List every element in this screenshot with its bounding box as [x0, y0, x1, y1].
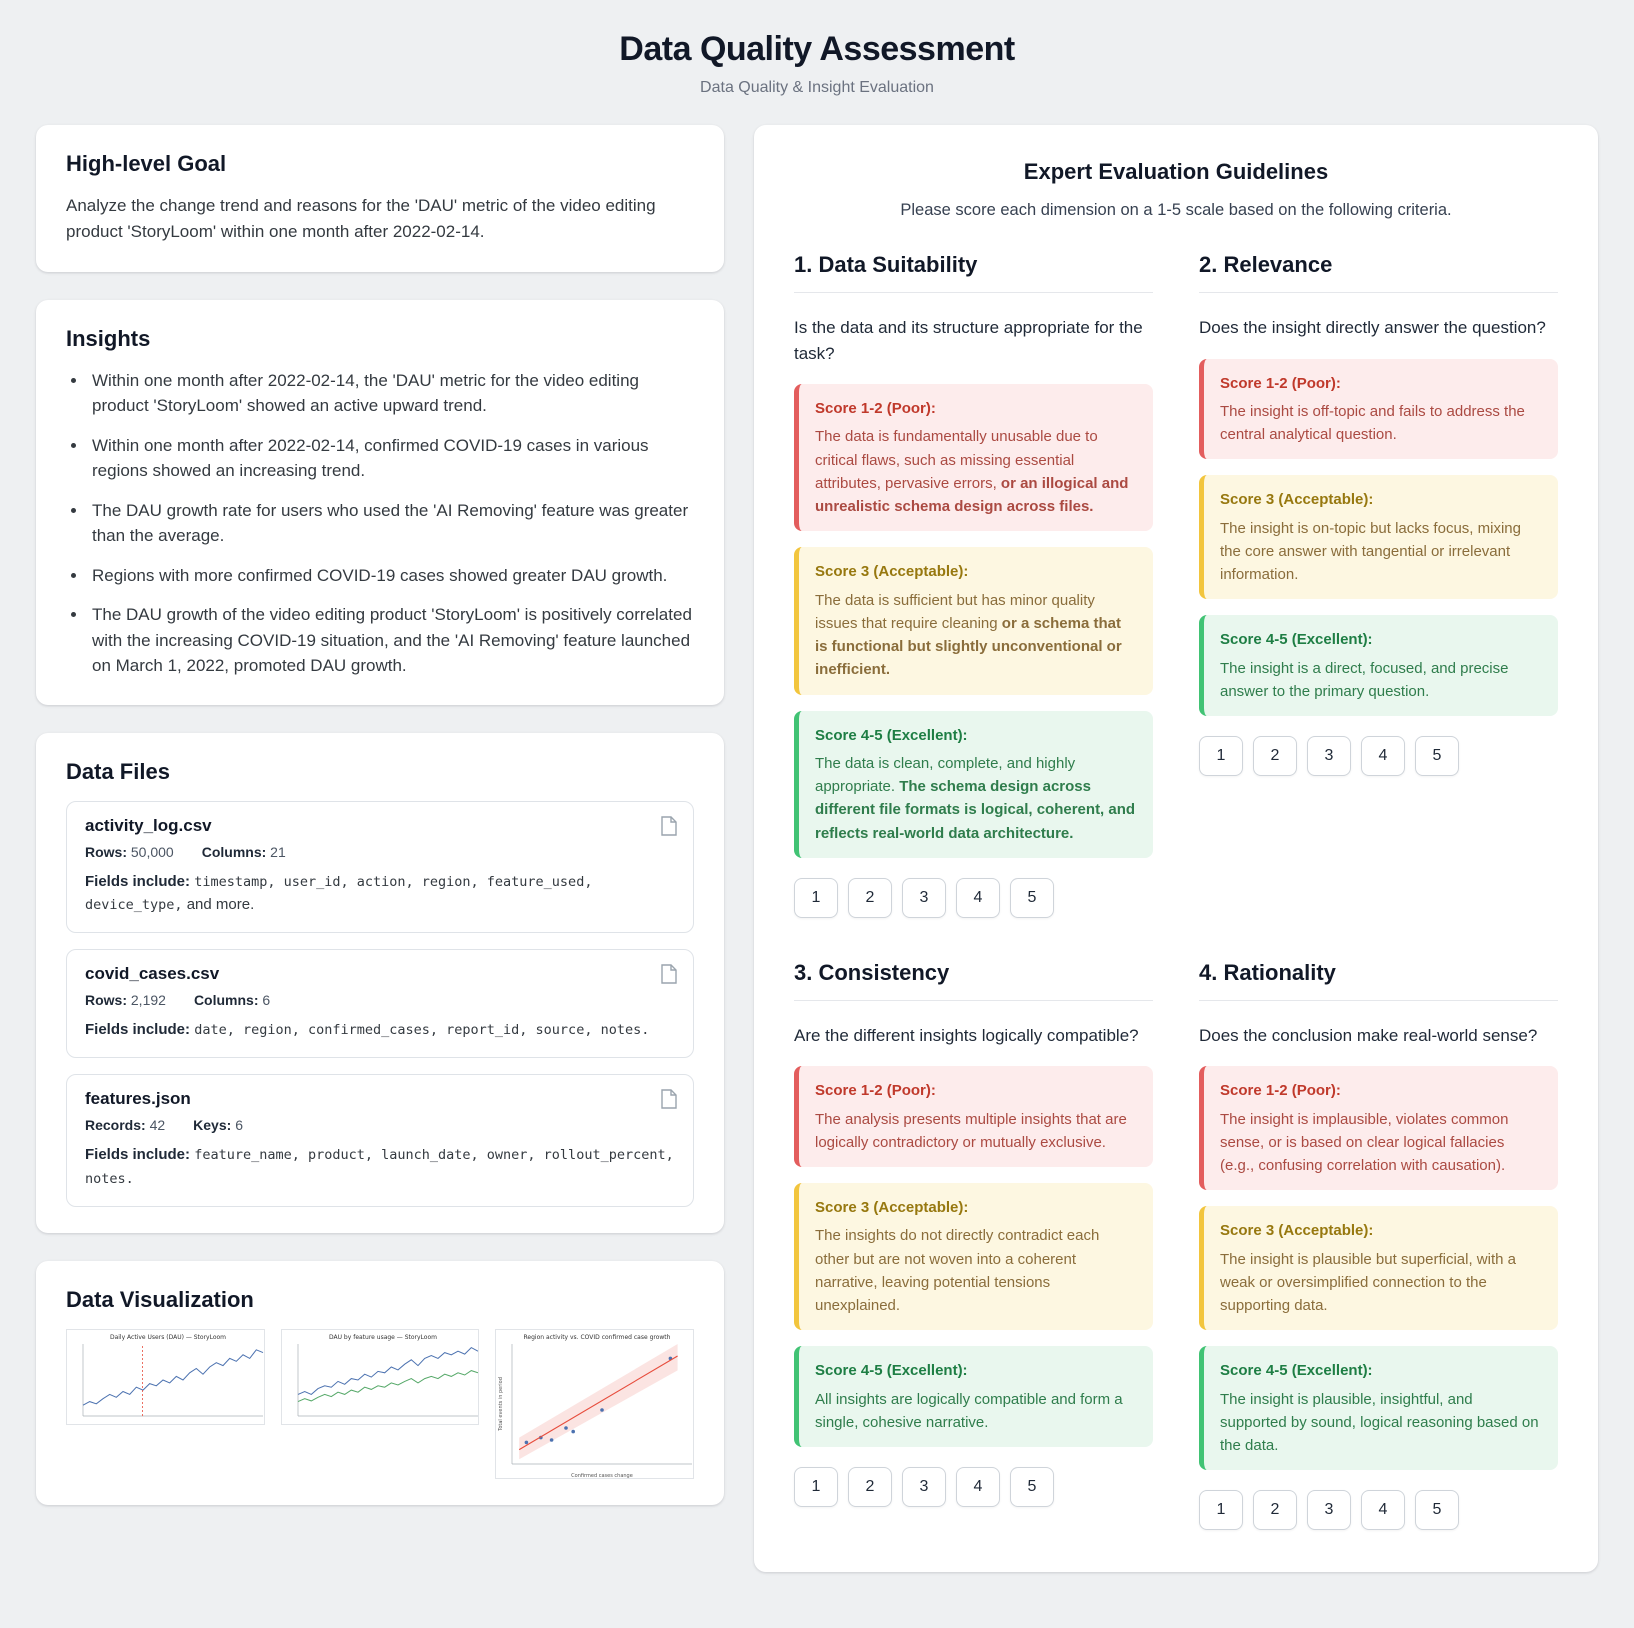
goal-card	[36, 125, 724, 272]
document-icon	[661, 964, 677, 989]
insight-item: • Within one month after 2022-02-14, the 'DAU' metric for the video editing product 'StoryLoom' showed an active upward trend.	[88, 368, 694, 419]
dimension-question: Is the data and its structure appropriate for the task?	[794, 318, 1143, 363]
svg-text:Total events in period: Total events in period	[498, 1377, 505, 1431]
region-covid-scatter-chart	[495, 1329, 694, 1479]
dimension-question: Does the conclusion make real-world sense?	[1199, 1025, 1538, 1045]
dimension-question: Are the different insights logically compatible?	[794, 1025, 1139, 1045]
rating-button-3[interactable]: 3	[1307, 736, 1351, 776]
file-name: activity_log.csv	[85, 815, 212, 835]
page-title: Data Quality Assessment	[619, 30, 1015, 68]
score-band-excellent: Score 4-5 (Excellent): The data is clean, complete, and highly appropriate. The schema design across different file formats is logical, coherent, and reflects real-world data architecture.	[794, 711, 1153, 858]
dimension-heading: 1. Data Suitability	[794, 252, 1153, 293]
score-band-excellent: Score 4-5 (Excellent): All insights are logically compatible and form a single, cohesive narrative.	[794, 1346, 1153, 1447]
insights-card	[36, 300, 724, 705]
file-name: covid_cases.csv	[85, 964, 220, 984]
dimension-heading: 3. Consistency	[794, 960, 1153, 1001]
dimension-relevance	[1199, 252, 1558, 918]
dimension-consistency	[794, 960, 1153, 1531]
insights-list	[66, 368, 694, 679]
rating-button-1[interactable]: 1	[1199, 736, 1243, 776]
goal-title: High-level Goal	[66, 151, 227, 176]
insight-item: • Within one month after 2022-02-14, confirmed COVID-19 cases in various regions showed an increasing trend.	[88, 433, 694, 484]
right-column	[754, 125, 1598, 1572]
rating-button-3[interactable]: 3	[1307, 1490, 1351, 1530]
rating-button-5[interactable]: 5	[1010, 1467, 1054, 1507]
dau-trend-chart	[66, 1329, 265, 1425]
rating-button-2[interactable]: 2	[848, 1467, 892, 1507]
dau-by-feature-chart	[281, 1329, 480, 1425]
score-band-acceptable: Score 3 (Acceptable): The insights do not directly contradict each other but are not woven into a coherent narrative, leaving potential tensions unexplained.	[794, 1183, 1153, 1330]
page-subtitle: Data Quality & Insight Evaluation	[700, 79, 934, 96]
file-meta	[85, 844, 675, 860]
file-card-covid-cases	[66, 949, 694, 1058]
rating-button-4[interactable]: 4	[1361, 736, 1405, 776]
score-band-poor: Score 1-2 (Poor): The analysis presents multiple insights that are logically contradictory or mutually exclusive.	[794, 1066, 1153, 1167]
svg-text:DAU by feature usage — StoryLo: DAU by feature usage — StoryLoom	[328, 1333, 437, 1341]
rating-button-2[interactable]: 2	[848, 878, 892, 918]
dimension-heading: 4. Rationality	[1199, 960, 1558, 1001]
rating-button-1[interactable]: 1	[1199, 1490, 1243, 1530]
visualization-card	[36, 1261, 724, 1505]
file-fields: Fields include: date, region, confirmed_cases, report_id, source, notes.	[85, 1021, 650, 1039]
file-meta	[85, 1117, 675, 1133]
file-meta-item: Rows: 50,000	[85, 843, 174, 860]
file-meta-item: Keys: 6	[193, 1117, 243, 1134]
rating-button-5[interactable]: 5	[1010, 878, 1054, 918]
dimension-heading: 2. Relevance	[1199, 252, 1558, 293]
rating-button-1[interactable]: 1	[794, 1467, 838, 1507]
document-icon	[661, 816, 677, 841]
file-card-activity-log	[66, 801, 694, 934]
dimension-rationality	[1199, 960, 1558, 1531]
suitability-rating-row	[794, 878, 1153, 918]
guidelines-title: Expert Evaluation Guidelines	[1023, 159, 1329, 184]
score-band-acceptable: Score 3 (Acceptable): The insight is plausible but superficial, with a weak or oversimplified connection to the supporting data.	[1199, 1206, 1558, 1330]
relevance-rating-row	[1199, 736, 1558, 776]
rating-button-2[interactable]: 2	[1253, 736, 1297, 776]
rating-button-3[interactable]: 3	[902, 878, 946, 918]
goal-text: Analyze the change trend and reasons for the 'DAU' metric of the video editing product 'StoryLoom' within one month after 2022-02-14.	[66, 196, 656, 242]
data-files-card	[36, 733, 724, 1233]
page-header	[36, 30, 1598, 97]
rating-button-3[interactable]: 3	[902, 1467, 946, 1507]
score-band-poor: Score 1-2 (Poor): The insight is off-topic and fails to address the central analytical question.	[1199, 359, 1558, 460]
main-layout	[36, 125, 1598, 1572]
file-meta-item: Rows: 2,192	[85, 992, 166, 1009]
file-card-features-json	[66, 1074, 694, 1207]
insight-item: • The DAU growth rate for users who used the 'AI Removing' feature was greater than the average.	[88, 498, 694, 549]
chart-thumbnails	[66, 1329, 694, 1479]
dimension-data-suitability	[794, 252, 1153, 918]
visualization-title: Data Visualization	[66, 1286, 254, 1312]
file-name: features.json	[85, 1089, 191, 1109]
file-meta	[85, 992, 675, 1008]
score-band-excellent: Score 4-5 (Excellent): The insight is a direct, focused, and precise answer to the primary question.	[1199, 615, 1558, 716]
score-band-poor: Score 1-2 (Poor): The data is fundamentally unusable due to critical flaws, such as missing essential attributes, pervasive errors, or an illogical and unrealistic schema design across files.	[794, 384, 1153, 531]
insight-item: • The DAU growth of the video editing product 'StoryLoom' is positively correlated with the increasing COVID-19 situation, and the 'AI Removing' feature launched on March 1, 2022, promoted DAU growth.	[88, 602, 694, 679]
rating-button-5[interactable]: 5	[1415, 736, 1459, 776]
rating-button-4[interactable]: 4	[956, 878, 1000, 918]
score-band-poor: Score 1-2 (Poor): The insight is implausible, violates common sense, or is based on clear logical fallacies (e.g., confusing correlation with causation).	[1199, 1066, 1558, 1190]
file-meta-item: Records: 42	[85, 1117, 166, 1134]
rating-button-1[interactable]: 1	[794, 878, 838, 918]
file-fields: Fields include: timestamp, user_id, action, region, feature_used, device_type, and more.	[85, 872, 593, 913]
data-files-title: Data Files	[66, 758, 170, 784]
document-icon	[661, 1089, 677, 1114]
file-meta-item: Columns: 21	[201, 843, 286, 860]
file-meta-item: Columns: 6	[193, 992, 271, 1009]
rating-button-2[interactable]: 2	[1253, 1490, 1297, 1530]
insight-item: • Regions with more confirmed COVID-19 cases showed greater DAU growth.	[88, 563, 694, 589]
score-band-acceptable: Score 3 (Acceptable): The insight is on-topic but lacks focus, mixing the core answer with tangential or irrelevant information.	[1199, 475, 1558, 599]
rating-button-4[interactable]: 4	[956, 1467, 1000, 1507]
dimensions-grid	[794, 252, 1558, 1530]
file-fields: Fields include: feature_name, product, launch_date, owner, rollout_percent, notes.	[85, 1146, 674, 1187]
insights-title: Insights	[66, 325, 151, 351]
score-band-acceptable: Score 3 (Acceptable): The data is sufficient but has minor quality issues that require cleaning or a schema that is functional but slightly unconventional or inefficient.	[794, 547, 1153, 694]
guidelines-subtitle: Please score each dimension on a 1-5 scale based on the following criteria.	[900, 201, 1452, 219]
rating-button-4[interactable]: 4	[1361, 1490, 1405, 1530]
left-column	[36, 125, 724, 1533]
rating-button-5[interactable]: 5	[1415, 1490, 1459, 1530]
consistency-rating-row	[794, 1467, 1153, 1507]
svg-text:Region activity vs. COVID conf: Region activity vs. COVID confirmed case growth	[523, 1333, 671, 1341]
svg-text:Confirmed cases change: Confirmed cases change	[571, 1472, 634, 1479]
rationality-rating-row	[1199, 1490, 1558, 1530]
guidelines-card	[754, 125, 1598, 1572]
dimension-question: Does the insight directly answer the question?	[1199, 318, 1546, 337]
score-band-excellent: Score 4-5 (Excellent): The insight is plausible, insightful, and supported by sound, logical reasoning based on the data.	[1199, 1346, 1558, 1470]
svg-text:Daily Active Users (DAU) — Sto: Daily Active Users (DAU) — StoryLoom	[109, 1333, 227, 1341]
